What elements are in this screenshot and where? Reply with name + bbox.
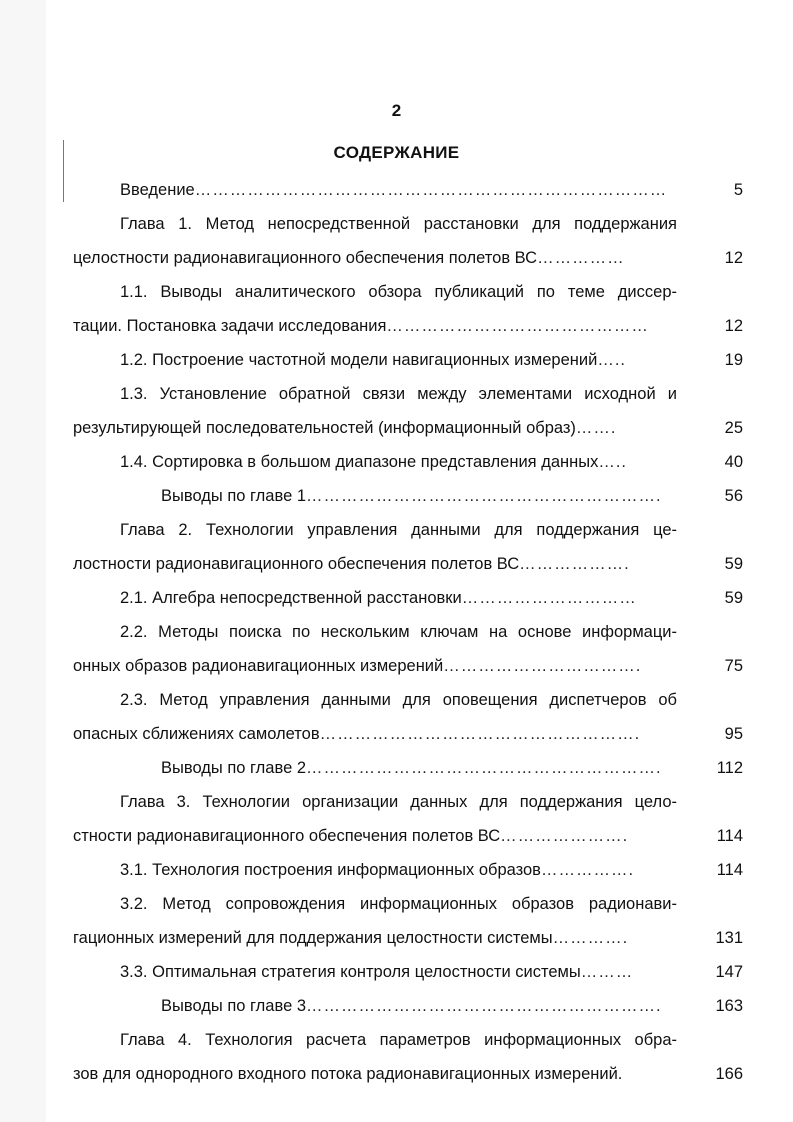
dot-leader: ….. [598, 453, 628, 471]
toc-line-text [73, 717, 677, 751]
toc-line [73, 173, 743, 207]
toc-entry-text: лостности радионавигационного обеспечения полетов ВС [73, 555, 520, 573]
dot-leader: ……………………………………………………. [306, 997, 662, 1015]
toc-page-number: 131 [715, 929, 743, 947]
toc-entry-text: 1.1. Выводы аналитического обзора публикаций по теме диссер- [120, 283, 677, 301]
toc-entry-text: Глава 4. Технология расчета параметров информационных обра- [120, 1031, 677, 1049]
toc-line-text [73, 547, 677, 581]
toc-line [73, 411, 743, 445]
toc-line [73, 1057, 743, 1091]
toc-line [73, 241, 743, 275]
toc-entry-text: 1.3. Установление обратной связи между элементами исходной и [120, 385, 677, 403]
dot-leader: ……… [580, 963, 634, 981]
toc-line [73, 887, 743, 921]
toc-line [73, 275, 743, 309]
dot-leader: ……. [575, 419, 617, 437]
toc-line-text [73, 309, 677, 343]
toc-line-text [73, 411, 677, 445]
toc-line [73, 1023, 743, 1057]
dot-leader: …………… [537, 249, 625, 267]
toc-line [73, 309, 743, 343]
toc-line [73, 649, 743, 683]
toc-entry-text: Выводы по главе 3 [161, 997, 307, 1015]
toc-line-text [73, 1057, 677, 1091]
toc-entry-text: 3.2. Метод сопровождения информационных образов радионави- [120, 895, 677, 913]
toc-line-text [120, 173, 677, 207]
toc-page-number: 114 [716, 827, 743, 845]
toc-line [73, 445, 743, 479]
toc-entry-text: тации. Постановка задачи исследования [73, 317, 387, 335]
toc-entry-text: 3.1. Технология построения информационных образов [120, 861, 541, 879]
toc-page-number: 56 [724, 487, 743, 505]
toc-line [73, 547, 743, 581]
toc-line-text [161, 751, 677, 785]
toc-entry-text: Введение [120, 181, 195, 199]
toc-entry-text: Глава 2. Технологии управления данными для поддержания це- [120, 521, 677, 539]
toc-line-text [120, 513, 677, 547]
toc-entry-text: стности радионавигационного обеспечения полетов ВС [73, 827, 501, 845]
toc-page-number: 25 [724, 419, 743, 437]
toc-line-text [73, 819, 677, 853]
toc-page-number: 59 [724, 555, 743, 573]
toc-entry-text: 1.2. Построение частотной модели навигационных измерений [120, 351, 598, 369]
dot-leader: ………………. [519, 555, 630, 573]
toc-entry-text: результирующей последовательностей (информационный образ) [73, 419, 576, 437]
toc-line [73, 343, 743, 377]
toc-entry-text: 2.2. Методы поиска по нескольким ключам на основе информаци- [120, 623, 677, 641]
toc-line [73, 853, 743, 887]
toc-title: СОДЕРЖАНИЕ [333, 143, 460, 162]
toc-line-text [120, 853, 677, 887]
toc-line-text [120, 275, 677, 309]
toc-line-text [120, 445, 677, 479]
toc-line-text [120, 377, 677, 411]
dot-leader: ……………………………………… [386, 317, 649, 335]
dot-leader: ……………………………………………………. [306, 487, 662, 505]
toc-line [73, 615, 743, 649]
dot-leader: …………. [552, 929, 629, 947]
dot-leader: ……………………………………………………………………… [194, 181, 668, 199]
toc-line [73, 785, 743, 819]
toc-line [73, 819, 743, 853]
toc-page-number: 147 [715, 963, 743, 981]
toc-page-number: 112 [716, 759, 743, 777]
table-of-contents [73, 173, 743, 1091]
toc-line-text [120, 1023, 677, 1057]
toc-page-number: 114 [716, 861, 743, 879]
toc-page-number: 166 [715, 1065, 743, 1083]
toc-line-text [161, 479, 677, 513]
dot-leader: ………………………… [461, 589, 637, 607]
dot-leader: ……………………………. [443, 657, 642, 675]
toc-entry-text: Глава 3. Технологии организации данных для поддержания цело- [120, 793, 677, 811]
toc-entry-text: Глава 1. Метод непосредственной расстановки для поддержания [120, 215, 677, 233]
toc-entry-text: целостности радионавигационного обеспечения полетов ВС [73, 249, 538, 267]
toc-line-text [120, 615, 677, 649]
dot-leader: ….. [597, 351, 627, 369]
toc-entry-text: 2.1. Алгебра непосредственной расстановки [120, 589, 462, 607]
toc-line-text [120, 581, 677, 615]
toc-line [73, 683, 743, 717]
toc-entry-text: 2.3. Метод управления данными для оповещения диспетчеров об [120, 691, 677, 709]
toc-page-number: 12 [724, 249, 743, 267]
toc-page-number: 19 [724, 351, 743, 369]
page-number: 2 [391, 101, 402, 120]
toc-line [73, 207, 743, 241]
scan-left-margin [0, 0, 46, 1122]
toc-line [73, 751, 743, 785]
dot-leader: …………………. [500, 827, 629, 845]
dot-leader: ………………………………………………. [319, 725, 641, 743]
toc-line [73, 717, 743, 751]
toc-line-text [120, 887, 677, 921]
toc-entry-text: 3.3. Оптимальная стратегия контроля целостности системы [120, 963, 581, 981]
toc-entry-text: 1.4. Сортировка в большом диапазоне представления данных [120, 453, 599, 471]
toc-page-number: 5 [733, 181, 743, 199]
toc-line-text [73, 921, 677, 955]
toc-line [73, 581, 743, 615]
toc-page-number: 75 [724, 657, 743, 675]
toc-page-number: 163 [715, 997, 743, 1015]
toc-line-text [73, 649, 677, 683]
toc-page-number: 12 [724, 317, 743, 335]
toc-page-number: 95 [724, 725, 743, 743]
toc-page-number: 40 [724, 453, 743, 471]
toc-line-text [120, 207, 677, 241]
toc-line-text [120, 683, 677, 717]
toc-entry-text: онных образов радионавигационных измерений [73, 657, 444, 675]
toc-page-number: 59 [724, 589, 743, 607]
toc-line-text [161, 989, 677, 1023]
dot-leader: ……………………………………………………. [306, 759, 662, 777]
toc-line [73, 479, 743, 513]
toc-line-text [73, 241, 677, 275]
toc-line [73, 921, 743, 955]
toc-line [73, 989, 743, 1023]
toc-line [73, 513, 743, 547]
toc-entry-text: зов для однородного входного потока радионавигационных измерений. [73, 1065, 623, 1083]
toc-line [73, 955, 743, 989]
toc-line-text [120, 785, 677, 819]
toc-entry-text: опасных сближениях самолетов [73, 725, 320, 743]
toc-line-text [120, 343, 677, 377]
toc-line-text [120, 955, 677, 989]
toc-entry-text: гационных измерений для поддержания целостности системы [73, 929, 553, 947]
dot-leader: ……………. [540, 861, 635, 879]
toc-entry-text: Выводы по главе 1 [161, 487, 307, 505]
toc-line [73, 377, 743, 411]
toc-entry-text: Выводы по главе 2 [161, 759, 307, 777]
